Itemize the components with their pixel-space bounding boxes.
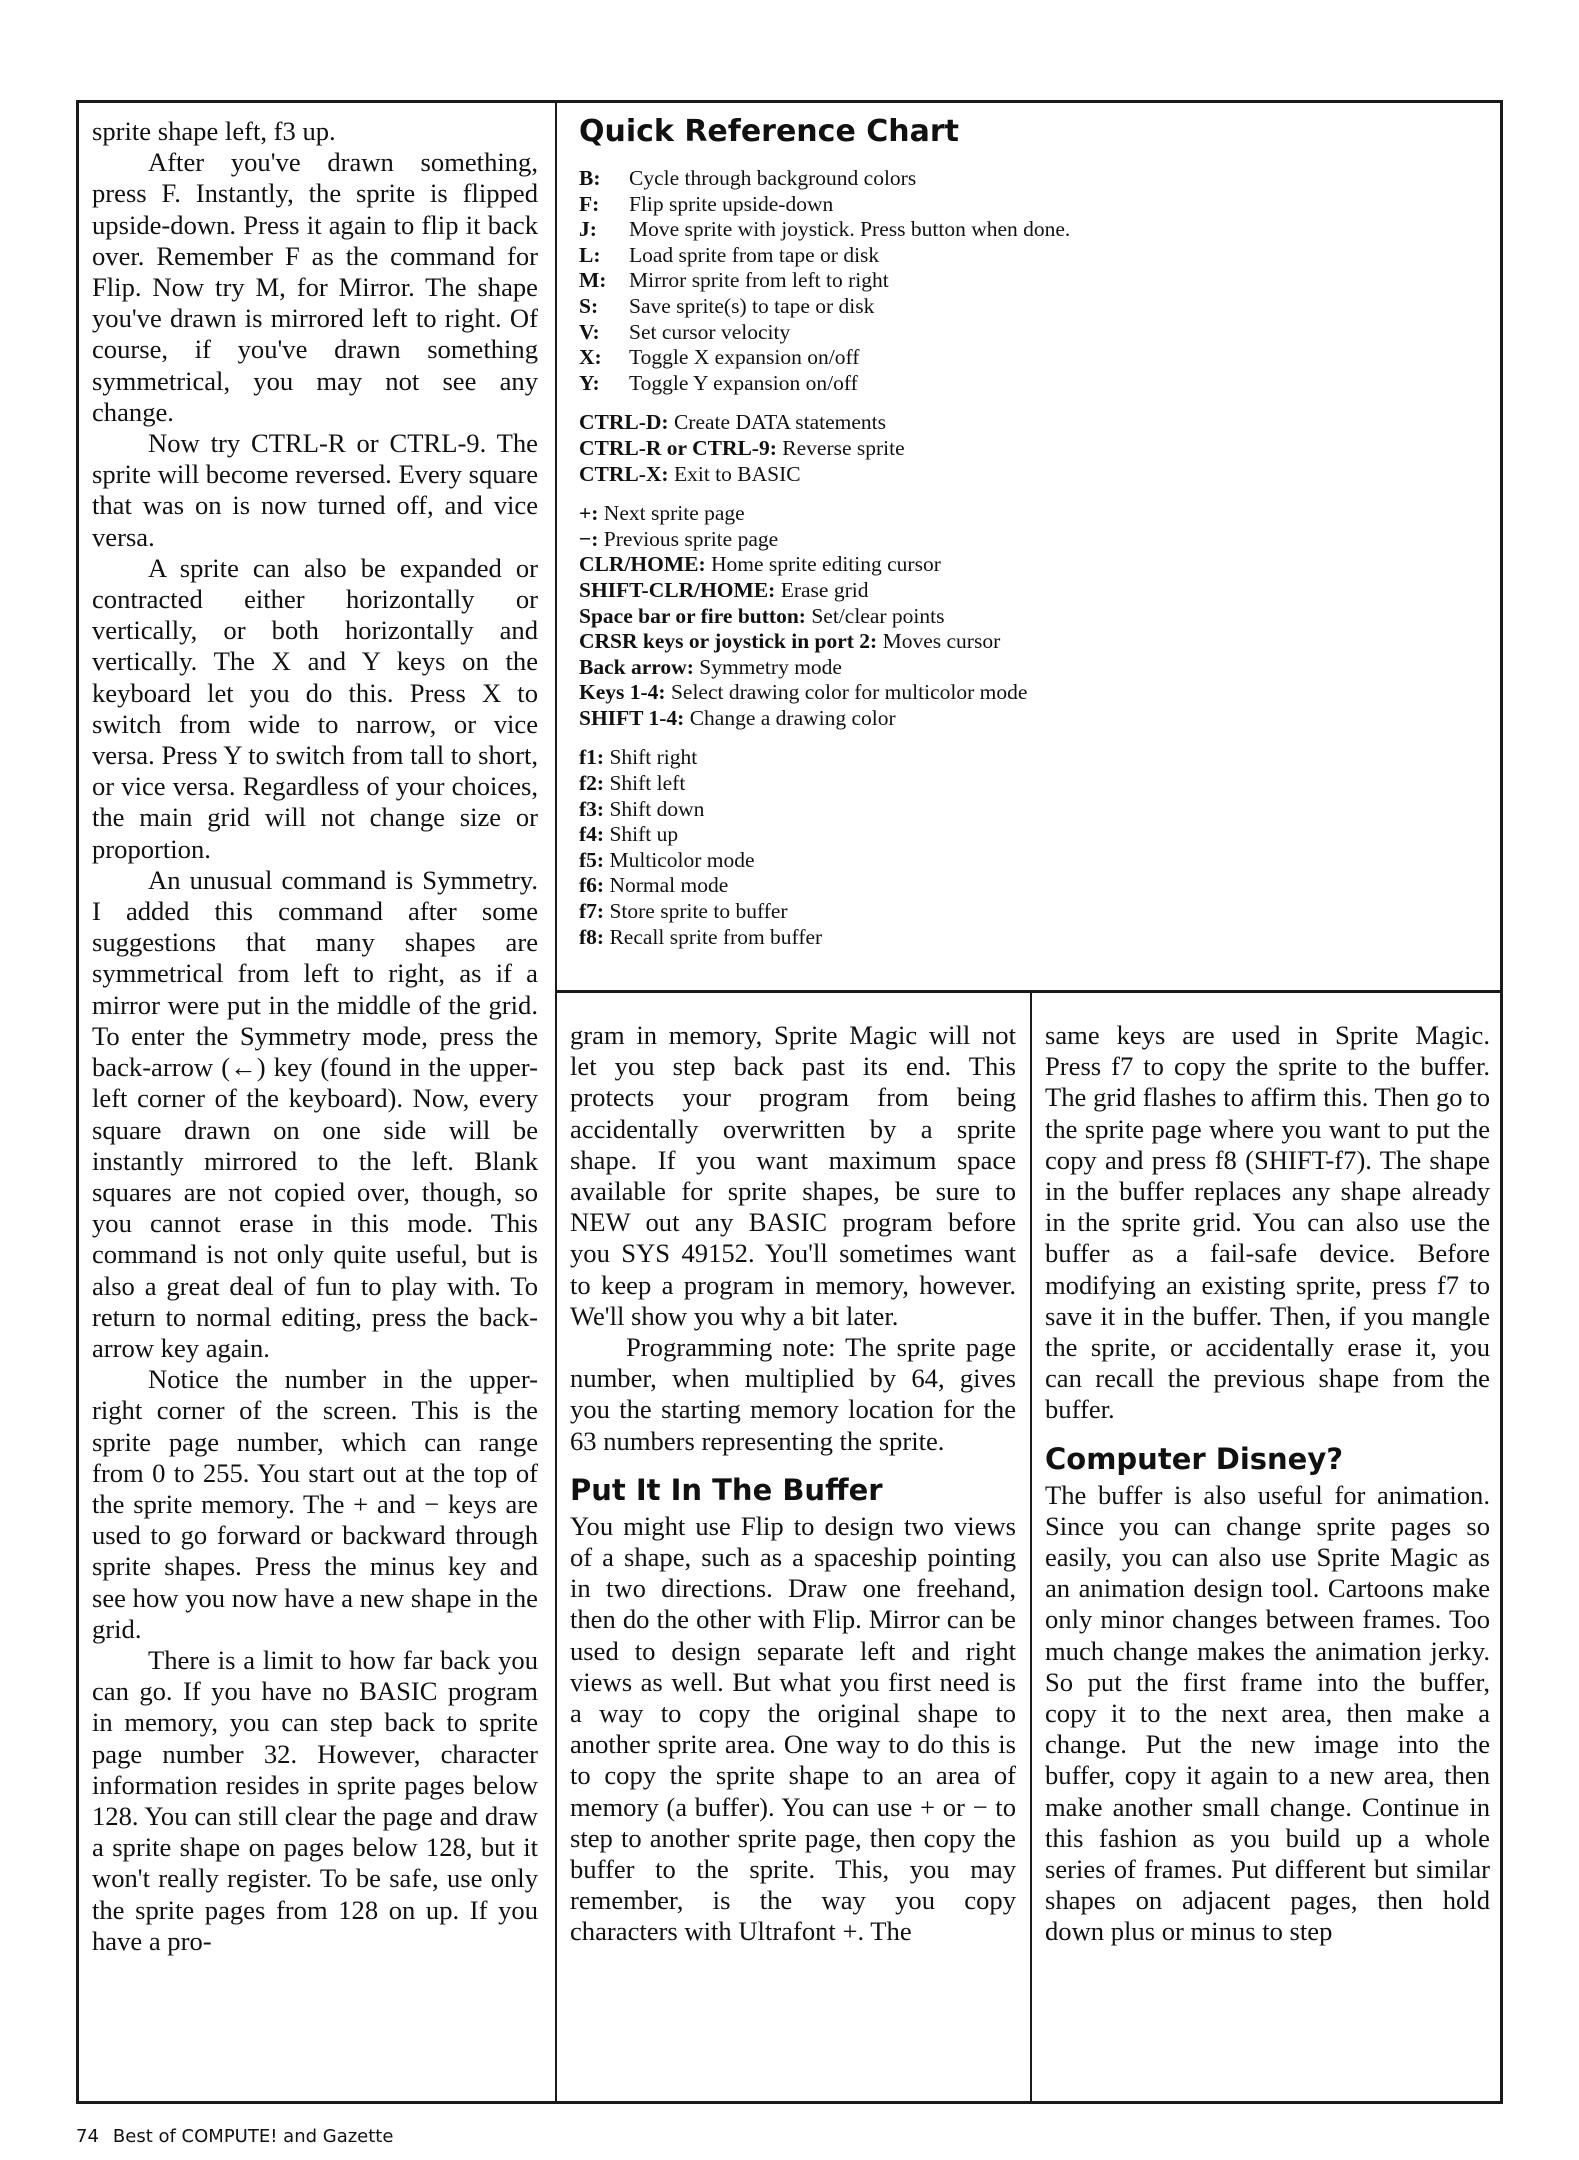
chart-desc: Normal mode [609, 873, 729, 898]
chart-key: CTRL-X: [579, 461, 669, 486]
chart-key: CTRL-R or CTRL-9: [579, 435, 777, 460]
paragraph: You might use Flip to design two views of a shape, such as a spaceship pointing in two directions. Draw one freehand, then do the other with Flip. Mirror can be used to design separate left and right views as well. But what you first need is a way to copy the original shape to another sprite area. One way to do this is to copy the sprite shape to an area of memory (a buffer). You can use + or − to step to another sprite page, then copy the buffer to the sprite. This, you may remember, is the way you copy characters with Ultrafont +. The [570, 1510, 1016, 1947]
chart-row [579, 771, 1489, 797]
chart-key: J: [579, 217, 597, 242]
function-keys-group [579, 745, 1489, 950]
chart-desc: Reverse sprite [782, 435, 905, 460]
chart-key: f3: [579, 796, 605, 821]
nav-keys-group [579, 501, 1489, 731]
chart-row [579, 243, 1489, 269]
chart-desc: Shift down [609, 796, 705, 821]
chart-key: X: [579, 345, 602, 370]
chart-row [579, 873, 1489, 899]
chart-desc: Store sprite to buffer [609, 899, 788, 924]
chart-desc: Set cursor velocity [629, 319, 791, 344]
chart-desc: Moves cursor [882, 629, 1001, 654]
chart-key: f7: [579, 899, 605, 924]
chart-row [579, 604, 1489, 630]
chart-key: SHIFT 1-4: [579, 705, 685, 730]
chart-key: L: [579, 242, 601, 267]
paragraph: After you've drawn something, press F. Instantly, the sprite is flipped upside-down. Press it again to flip it back over. Remember F as the command for Flip. Now try M, for Mirror. The shape you've drawn is mirrored left to right. Of course, if you've drawn something symmetrical, you may not see any change. [92, 147, 538, 427]
chart-row [579, 822, 1489, 848]
chart-desc: Shift right [609, 745, 698, 770]
chart-desc: Save sprite(s) to tape or disk [629, 293, 875, 318]
chart-row [579, 655, 1489, 681]
chart-key: CTRL-D: [579, 410, 669, 435]
chart-key: f5: [579, 847, 605, 872]
chart-key: −: [579, 526, 599, 551]
column-divider-2 [1030, 993, 1032, 2104]
chart-desc: Load sprite from tape or disk [629, 242, 880, 267]
chart-desc: Shift up [609, 822, 679, 847]
paragraph: same keys are used in Sprite Magic. Press f7 to copy the sprite to the buffer. The grid flashes to affirm this. Then go to the sprite page where you want to put the copy and press f8 (SHIFT-f7). The shape in the buffer replaces any shape already in the sprite grid. You can also use the buffer as a fail-safe device. Before modifying an existing sprite, press f7 to save it in the buffer. Then, if you mangle the sprite, or accidentally erase it, you can recall the previous shape from the buffer. [1045, 1020, 1490, 1425]
paragraph: An unusual command is Symmetry. I added this command after some suggestions that many shapes are symmetrical from left to right, as if a mirror were put in the middle of the grid. To enter the Symmetry mode, press the back-arrow (←) key (found in the upper-left corner of the keyboard). Now, every square drawn on one side will be instantly mirrored to the left. Blank squares are not copied over, though, so you cannot erase in this mode. This command is not only quite useful, but is also a great deal of fun to play with. To return to normal editing, press the back-arrow key again. [92, 864, 538, 1363]
paragraph: Notice the number in the upper-right corner of the screen. This is the sprite page number, which can range from 0 to 255. You start out at the top of the sprite memory. The + and − keys are used to go forward or backward through sprite shapes. Press the minus key and see how you now have a new shape in the grid. [92, 1364, 538, 1644]
chart-desc: Exit to BASIC [673, 461, 801, 486]
section-heading: Put It In The Buffer [570, 1472, 883, 1507]
chart-title: Quick Reference Chart [579, 114, 959, 149]
paragraph: Programming note: The sprite page number, when multiplied by 64, gives you the starting memory location for the 63 numbers representing the sprite. [570, 1332, 1016, 1456]
chart-desc: Flip sprite upside-down [629, 191, 834, 216]
chart-row [579, 320, 1489, 346]
chart-row [579, 268, 1489, 294]
chart-key: CRSR keys or joystick in port 2: [579, 629, 878, 654]
chart-key: f4: [579, 822, 605, 847]
chart-desc: Next sprite page [603, 501, 745, 526]
chart-desc: Erase grid [780, 577, 869, 602]
column-divider-1 [555, 100, 557, 2104]
chart-key: f1: [579, 745, 605, 770]
ctrl-keys-group [579, 410, 1489, 487]
paragraph: A sprite can also be expanded or contracted either horizontally or vertically, or both horizontally and vertically. The X and Y keys on the keyboard let you do this. Press X to switch from wide to narrow, or vice versa. Press Y to switch from tall to short, or vice versa. Regardless of your choices, the main grid will not change size or proportion. [92, 552, 538, 864]
chart-row [579, 797, 1489, 823]
chart-row [579, 501, 1489, 527]
paragraph: Now try CTRL-R or CTRL-9. The sprite will become reversed. Every square that was on is now turned off, and vice versa. [92, 428, 538, 552]
chart-key: Keys 1-4: [579, 680, 666, 705]
chart-key: f2: [579, 771, 605, 796]
chart-row [579, 410, 1489, 436]
chart-key: f6: [579, 873, 605, 898]
chart-row [579, 745, 1489, 771]
chart-row [579, 925, 1489, 951]
section-heading: Computer Disney? [1045, 1441, 1344, 1476]
publication-name: Best of COMPUTE! and Gazette [112, 2126, 394, 2147]
chart-row [579, 192, 1489, 218]
chart-desc: Mirror sprite from left to right [629, 268, 889, 293]
chart-desc: Home sprite editing cursor [710, 552, 941, 577]
chart-row [579, 436, 1489, 462]
paragraph: The buffer is also useful for animation. Since you can change sprite pages so easily, you can also use Sprite Magic as an animation design tool. Cartoons make only minor changes between frames. Too much change makes the animation jerky. So put the first frame into the buffer, copy it to the next area, then make a change. Put the new image into the buffer, copy it again to a new area, then make another small change. Continue in this fashion as you build up a whole series of frames. Put different but similar shapes on adjacent pages, then hold down plus or minus to step [1045, 1479, 1490, 1947]
chart-key: Back arrow: [579, 654, 694, 679]
chart-desc: Toggle X expansion on/off [629, 345, 860, 370]
chart-row [579, 706, 1489, 732]
quick-reference-chart [579, 108, 1489, 988]
chart-row [579, 462, 1489, 488]
chart-bottom-rule [555, 990, 1503, 993]
chart-desc: Cycle through background colors [629, 166, 917, 190]
paragraph: There is a limit to how far back you can go. If you have no BASIC program in memory, you can step back to sprite page number 32. However, character information resides in sprite pages below 128. You can still clear the page and draw a sprite shape on pages below 128, but it won't really register. To be safe, use only the sprite pages from 128 on up. If you have a pro- [92, 1644, 538, 1956]
column-3 [1045, 1020, 1490, 2100]
chart-desc: Shift left [609, 771, 686, 796]
chart-desc: Select drawing color for multicolor mode [670, 680, 1028, 705]
chart-desc: Create DATA statements [673, 410, 886, 435]
chart-key: B: [579, 166, 601, 190]
column-1 [92, 116, 538, 2101]
chart-desc: Change a drawing color [689, 705, 896, 730]
chart-row [579, 527, 1489, 553]
chart-key: F: [579, 191, 600, 216]
chart-desc: Move sprite with joystick. Press button when done. [629, 217, 1071, 242]
chart-key: M: [579, 268, 607, 293]
page-footer [76, 2126, 393, 2147]
chart-key: S: [579, 293, 599, 318]
chart-row [579, 217, 1489, 243]
chart-key: V: [579, 319, 600, 344]
chart-desc: Multicolor mode [609, 847, 755, 872]
chart-row [579, 345, 1489, 371]
paragraph: gram in memory, Sprite Magic will not let you step back past its end. This protects your program from being accidentally overwritten by a sprite shape. If you want maximum space available for sprite shapes, be sure to NEW out any BASIC program before you SYS 49152. You'll sometimes want to keep a program in memory, however. We'll show you why a bit later. [570, 1020, 1016, 1331]
chart-desc: Symmetry mode [699, 654, 842, 679]
chart-desc: Set/clear points [811, 603, 945, 628]
chart-row [579, 371, 1489, 397]
chart-key: +: [579, 501, 599, 526]
chart-row [579, 680, 1489, 706]
column-2 [570, 1020, 1016, 2100]
chart-row [579, 848, 1489, 874]
chart-row [579, 899, 1489, 925]
chart-row [579, 578, 1489, 604]
paragraph: sprite shape left, f3 up. [92, 116, 336, 146]
chart-row [579, 552, 1489, 578]
chart-key: SHIFT-CLR/HOME: [579, 577, 776, 602]
chart-key: f8: [579, 924, 605, 949]
page-number: 74 [76, 2126, 99, 2147]
chart-desc: Toggle Y expansion on/off [629, 370, 858, 395]
chart-desc: Recall sprite from buffer [609, 924, 823, 949]
chart-row [579, 294, 1489, 320]
chart-desc: Previous sprite page [603, 526, 779, 551]
chart-row [579, 166, 1489, 192]
chart-key: CLR/HOME: [579, 552, 706, 577]
letter-keys-group [579, 166, 1489, 396]
chart-key: Y: [579, 370, 600, 395]
chart-key: Space bar or fire button: [579, 603, 806, 628]
chart-row [579, 629, 1489, 655]
